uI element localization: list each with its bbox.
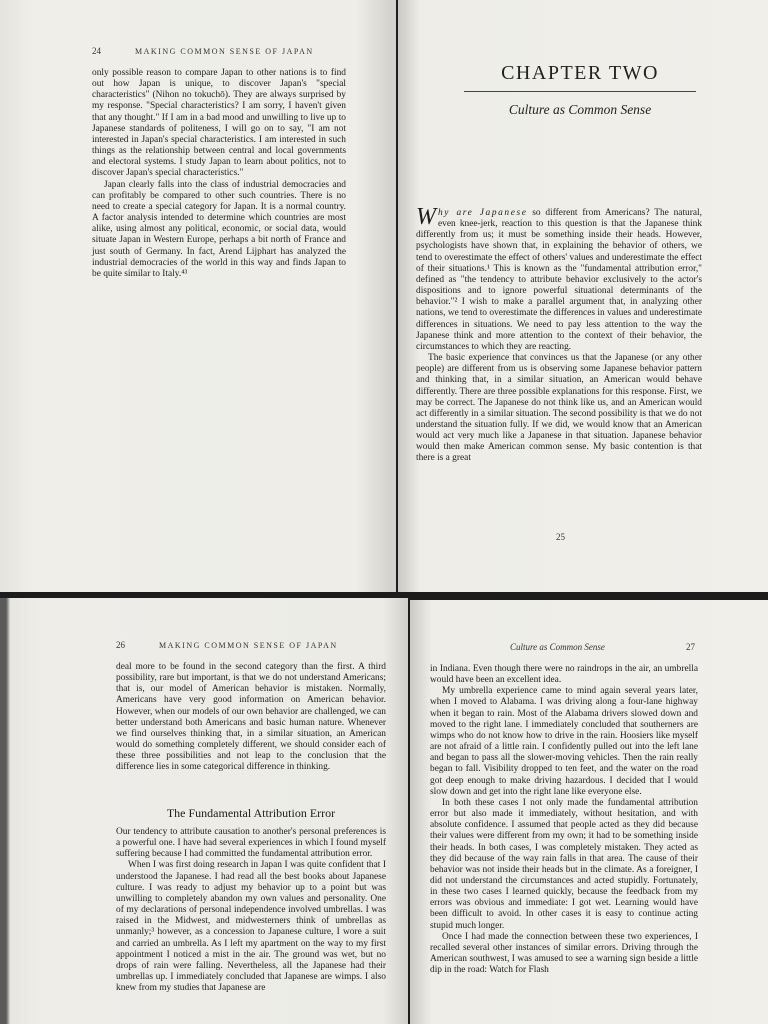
body-text [92,68,346,280]
paragraph: Japan clearly falls into the class of industrial democracies and can profitably be compared to other such countries. There is no need to create a special category for Japan. It is a normal country. A factor analysis intended to determine which countries are most alike, using almost any political, economic, or social data, would situate Japan in Western Europe, perhaps a bit north of France and just south of Germany. In fact, Arend Lijphart has analyzed the industrial democracies of the world in this way and finds Japan to be quite similar to Italy.⁴³ [92,179,346,279]
chapter-title: Culture as Common Sense [508,102,652,117]
paragraph: Once I had made the connection between these two experiences, I recalled several other instances of similar errors. Driving through the American southwest, I was amused to see a warning sign beside a little dip in the road: Watch for Flash [430,931,698,976]
paragraph: The basic experience that convinces us that the Japanese (or any other people) are different from us is observing some Japanese behavior pattern and thinking that, in a similar situation, an American would behave differently. There are three possible explanations for this response. First, we may be correct. The Japanese do not think like us, and an American would act differently in a similar situation. The second possibility is that we do not understand the situation fully. If we did, we would know that an American would act very much like a Japanese in that situation. Japanese behavior would then make American common sense. My basic contention is that there is a great [416,353,702,464]
lead-in: hy are Japanese [438,208,528,218]
body-text [416,204,702,465]
paragraph: My umbrella experience came to mind again several years later, when I moved to Alabama. I was driving along a four-lane highway when it began to rain. Most of the Alabama drivers slowed down and moved to the right lane. I immediately concluded that southerners are wimps who do not know how to drive in the rain. Hoosiers like myself are not afraid of a little rain. I confidently pulled out into the left lane and began to pass all the slower-moving vehicles. Then the rain really began to fall. Visibility dropped to ten feet, and the water on the road got deep enough to make driving hazardous. I decided that I would slow down and get into the right lane like everyone else. [430,686,698,797]
paragraph: Our tendency to attribute causation to another's personal preferences is a powerful one. I have had several experiences in which I found myself suffering because I had committed the fundamental attribution error. [116,827,386,860]
page-24 [0,0,396,592]
paragraph: When I was first doing research in Japan I was quite confident that I understood the Japanese. I had read all the best books about Japanese culture. I was ready to adjust my behavior up to a point but was unwilling to completely abandon my own values and personality. One of my declarations of personal independence involved umbrellas. I was raised in the Midwest, and midwesterners think of umbrellas as unmanly;³ however, as a concession to Japanese culture, I wore a suit and carried an umbrella. As I left my apartment on the way to my first appointment I noticed a mist in the air. The ground was wet, but no drops of rain were falling. Nevertheless, all the Japanese had their umbrellas up. I immediately concluded that Japanese are wimps. I also knew from my studies that Japanese are [116,860,386,994]
page-number: 25 [556,532,565,542]
body-text [116,827,386,994]
page-25 [398,0,768,592]
page-number: 24 [92,46,101,56]
drop-cap: W [416,204,436,230]
paragraph: in Indiana. Even though there were no raindrops in the air, an umbrella would have been an excellent idea. [430,664,698,686]
paragraph: In both these cases I not only made the fundamental attribution error but also made it immediately, without hesitation, and with absolute confidence. I assumed that people acted as they did because their values were different from my own; it had to be something inside their heads. In both cases, I was completely mistaken. They acted as they did because of the way rain falls in that area. The cause of their behavior was not inside their heads but in the climate. As a foreigner, I did not understand the circumstances and acted stupidly. Fortunately, in these two cases I learned quickly, because the feedback from my errors was obvious and immediate: I got wet. Learning would have been difficult to avoid. In other cases it is easy to continue acting stupid much longer. [430,797,698,931]
running-head: Culture as Common Sense [510,642,605,652]
paragraph [416,204,702,353]
paragraph: only possible reason to compare Japan to other nations is to find out how Japan is unique, to discover Japan's "special characteristics" (Nihon no tokuchō). They are always surprised by my response. "Special characteristics? I am sorry, I haven't given that any thought." If I am in a bad mood and unwilling to live up to Japanese standards of politeness, I will go on to say, "I am not interested in Japan's special characteristics. I am interested in such things as the relationship between central and local governments and electoral systems. I study Japan to learn about politics, not to discover Japan's special characteristics." [92,68,346,179]
page-number: 27 [686,642,695,652]
paragraph-text: so different from Americans? The natural, even knee-jerk, reaction to this question is that the Japanese think differently from us; it must be something inside their heads. However, psychologists have shown that, in explaining the behavior of others, we tend to overestimate the effect of others' values and underestimate the effect of their situations.¹ This is known as the "fundamental attribution error," defined as "the tendency to attribute behavior exclusively to the actor's dispositions and to ignore powerful situational determinants of the behavior."² I wish to make a parallel argument that, in analyzing other nations, we tend to overestimate the differences in values and underestimate differences in situations. We need to pay less attention to the way the Japanese think and more attention to the context of their behavior, the circumstances to which they are reacting. [416,208,702,352]
running-head-title: MAKING COMMON SENSE OF JAPAN [159,641,338,650]
chapter-label: CHAPTER TWO [501,62,659,84]
chapter-rule [464,91,696,92]
paragraph: deal more to be found in the second category than the first. A third possibility, rare but important, is that we do not understand Americans; that is, our model of American behavior is mistaken. Normally, Americans have very good information on American behavior. However, when our models of our own behavior are challenged, we can better understand both Americans and basic human nature. Whenever we find ourselves thinking that, in a similar situation, an American would do something completely different, we should consider each of these three possibilities and not leap to the conclusion that the difference lies in some categorical difference in thinking. [116,662,386,773]
body-text [116,662,386,774]
running-head-title: MAKING COMMON SENSE OF JAPAN [135,47,314,56]
page-26 [0,598,408,1024]
running-head [92,46,314,56]
page-27 [410,600,768,1024]
page-number: 26 [116,640,125,650]
body-text [430,664,698,976]
running-head [116,640,338,650]
section-heading: The Fundamental Attribution Error [166,806,336,820]
